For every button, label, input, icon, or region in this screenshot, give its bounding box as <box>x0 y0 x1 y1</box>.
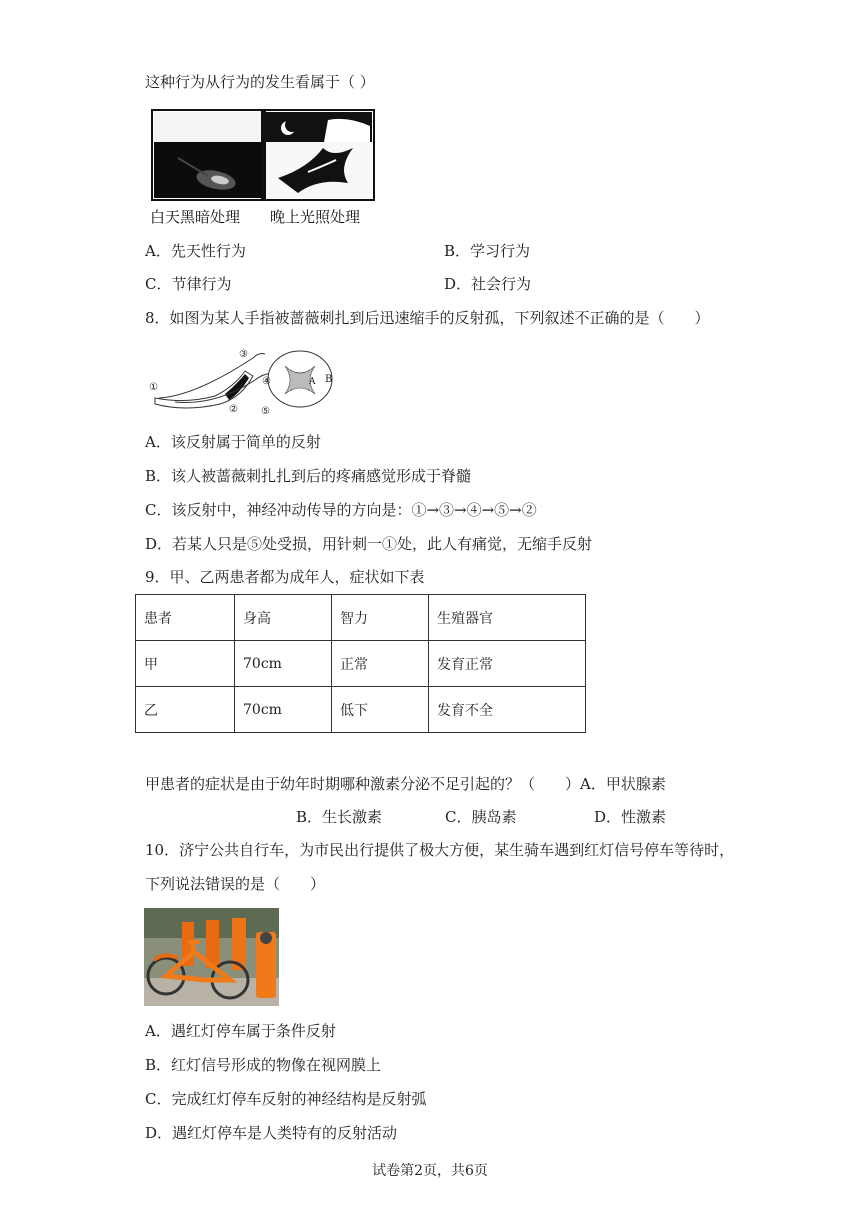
table-cell: 乙 <box>136 687 235 733</box>
table-header: 智力 <box>332 595 429 641</box>
page-footer: 试卷第2页，共6页 <box>372 1163 488 1179</box>
q10-option-c: C．完成红灯停车反射的神经结构是反射弧 <box>145 1090 427 1108</box>
table-header: 生殖器官 <box>429 595 586 641</box>
q10-stem-line1: 10．济宁公共自行车，为市民出行提供了极大方便，某生骑车遇到红灯信号停车等待时， <box>145 841 735 859</box>
q8-option-c: C．该反射中，神经冲动传导的方向是：①→③→④→⑤→② <box>145 501 537 519</box>
q8-option-d: D．若某人只是⑤处受损，用针刺一①处，此人有痛觉，无缩手反射 <box>145 535 593 553</box>
q10-option-a: A．遇红灯停车属于条件反射 <box>145 1022 336 1040</box>
label-A: A <box>309 377 316 387</box>
q10-option-d: D．遇红灯停车是人类特有的反射活动 <box>145 1124 398 1142</box>
label-4: ④ <box>262 376 271 387</box>
q7-stem: 这种行为从行为的发生看属于（ ） <box>145 73 375 91</box>
table-header: 患者 <box>136 595 235 641</box>
symptom-table <box>135 594 586 733</box>
table-cell: 70cm <box>235 641 332 687</box>
table-cell: 甲 <box>136 641 235 687</box>
table-row <box>136 687 586 733</box>
q7-option-b: B．学习行为 <box>444 242 531 260</box>
table-header: 身高 <box>235 595 332 641</box>
label-2: ② <box>229 404 238 415</box>
table-header-row <box>136 595 586 641</box>
table-row <box>136 641 586 687</box>
q9-option-d: D．性激素 <box>594 808 667 826</box>
q10-stem-line2: 下列说法错误的是（ ） <box>145 875 326 893</box>
q9-option-c: C．胰岛素 <box>445 808 517 826</box>
caption-right: 晚上光照处理 <box>270 208 361 226</box>
q9-stem: 9．甲、乙两患者都为成年人，症状如下表 <box>145 568 425 586</box>
table-cell: 发育正常 <box>429 641 586 687</box>
moth-behavior-figure <box>148 108 376 228</box>
bicycle-photo <box>144 908 279 1006</box>
q10-option-b: B．红灯信号形成的物像在视网膜上 <box>145 1056 382 1074</box>
q7-option-a: A．先天性行为 <box>145 242 246 260</box>
q9-option-b: B．生长激素 <box>296 808 383 826</box>
label-B: B <box>325 374 333 385</box>
q8-option-a: A．该反射属于简单的反射 <box>145 433 321 451</box>
q9-question: 甲患者的症状是由于幼年时期哪种激素分泌不足引起的？（ ）A．甲状腺素 <box>145 775 666 793</box>
label-1: ① <box>149 382 158 393</box>
q8-stem: 8．如图为某人手指被蔷薇刺扎到后迅速缩手的反射孤，下列叙述不正确的是（ ） <box>145 309 710 327</box>
table-cell: 低下 <box>332 687 429 733</box>
table-cell: 发育不全 <box>429 687 586 733</box>
q7-option-c: C．节律行为 <box>145 275 232 293</box>
q7-option-d: D．社会行为 <box>444 275 532 293</box>
caption-left: 白天黑暗处理 <box>150 208 241 226</box>
q8-option-b: B．该人被蔷薇刺扎扎到后的疼痛感觉形成于脊髓 <box>145 467 472 485</box>
table-cell: 正常 <box>332 641 429 687</box>
table-cell: 70cm <box>235 687 332 733</box>
label-5: ⑤ <box>261 406 270 417</box>
label-3: ③ <box>239 349 248 360</box>
reflex-arc-diagram <box>145 346 340 418</box>
